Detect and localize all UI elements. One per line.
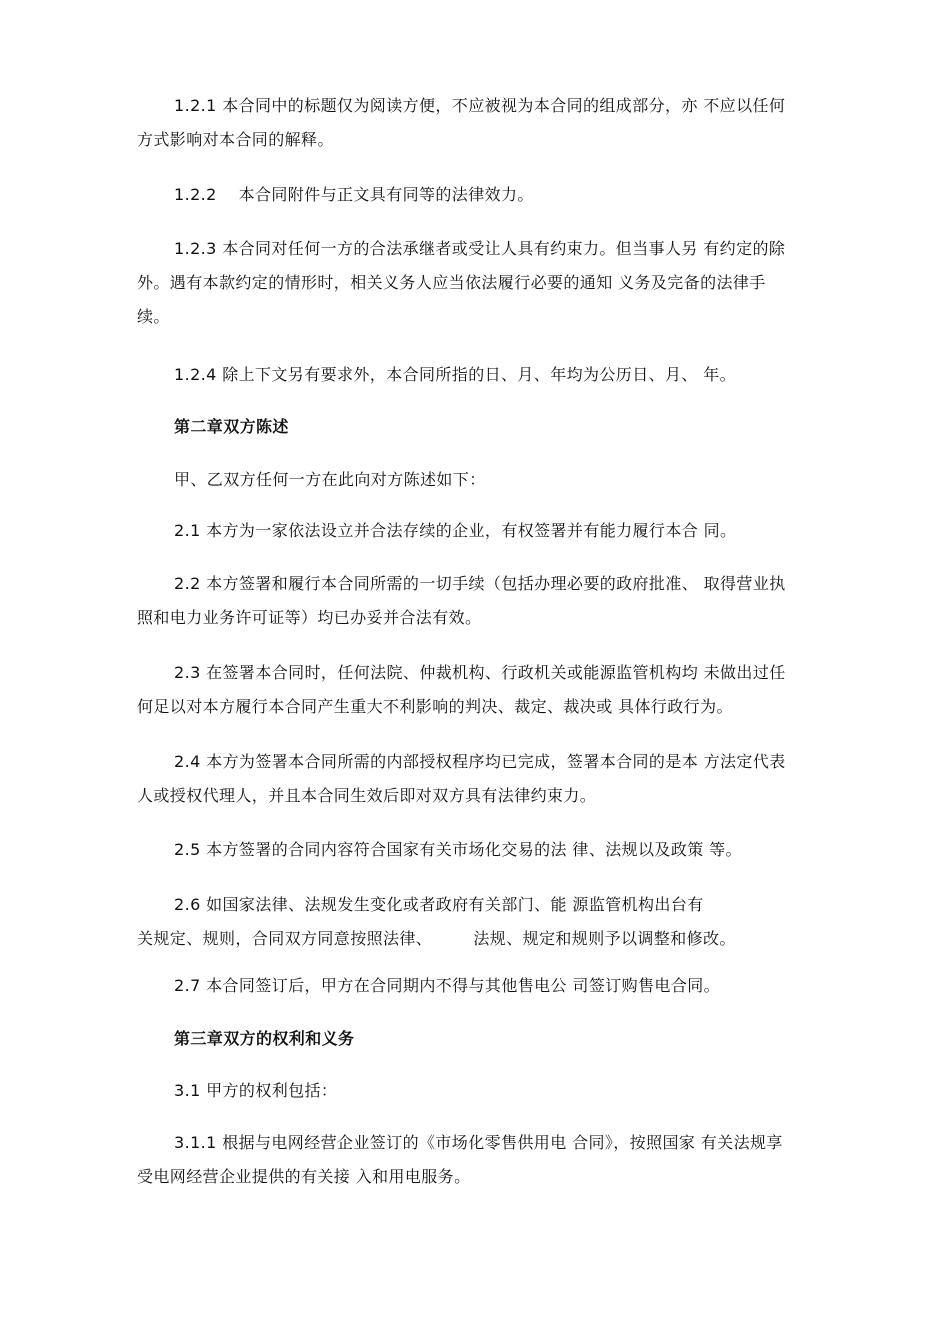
clause-1-2-4: [137, 358, 822, 392]
clause-2-5-line-1: 2.5 本方签署的合同内容符合国家有关市场化交易的法 律、法规以及政策 等。: [174, 840, 742, 859]
clause-1-2-1-line-1: 1.2.1 本合同中的标题仅为阅读方便，不应被视为本合同的组成部分，亦 不应以任何: [174, 96, 786, 115]
clause-2-7-line-1: 2.7 本合同签订后，甲方在合同期内不得与其他售电公 司签订购售电合同。: [174, 976, 721, 995]
chapter-2-title: 第二章双方陈述: [174, 417, 289, 436]
clause-1-2-4-line-1: 1.2.4 除上下文另有要求外，本合同所指的日、月、年均为公历日、月、 年。: [174, 365, 737, 384]
chapter-2-intro: [137, 463, 822, 497]
chapter-3-title: 第三章双方的权利和义务: [174, 1029, 355, 1048]
clause-2-3: [137, 656, 822, 724]
clause-2-5: [137, 833, 822, 867]
clause-2-3-line-2: 何足以对本方履行本合同产生重大不利影响的判决、裁定、裁决或 具体行政行为。: [137, 697, 733, 716]
clause-1-2-3-line-1: 1.2.3 本合同对任何一方的合法承继者或受让人具有约束力。但当事人另 有约定的除: [174, 239, 786, 258]
clause-2-4: [137, 745, 822, 813]
clause-2-1-line-1: 2.1 本方为一家依法设立并合法存续的企业，有权签署并有能力履行本合 同。: [174, 521, 737, 540]
clause-2-6-line-1: 2.6 如国家法律、法规发生变化或者政府有关部门、能 源监管机构出台有: [174, 895, 704, 914]
clause-3-1-1: [137, 1126, 822, 1194]
clause-1-2-1: [137, 89, 822, 157]
clause-2-2-line-2: 照和电力业务许可证等）均已办妥并合法有效。: [137, 608, 482, 627]
clause-2-2: [137, 567, 822, 635]
clause-2-7: [137, 969, 822, 1003]
clause-3-1: [137, 1074, 822, 1108]
clause-1-2-2-line-1: 1.2.2 本合同附件与正文具有同等的法律效力。: [174, 185, 534, 204]
clause-2-4-line-2: 人或授权代理人，并且本合同生效后即对双方具有法律约束力。: [137, 786, 597, 805]
clause-2-6: [137, 888, 822, 956]
clause-3-1-1-line-1: 3.1.1 根据与电网经营企业签订的《市场化零售供用电 合同》，按照国家 有关法规享: [174, 1133, 783, 1152]
clause-3-1-line-1: 3.1 甲方的权利包括：: [174, 1081, 338, 1100]
clause-1-2-2: [137, 178, 822, 212]
clause-2-4-line-1: 2.4 本方为签署本合同所需的内部授权程序均已完成，签署本合同的是本 方法定代表: [174, 752, 786, 771]
chapter-2-intro-line-1: 甲、乙双方任何一方在此向对方陈述如下：: [174, 470, 486, 489]
clause-2-3-line-1: 2.3 在签署本合同时，任何法院、仲裁机构、行政机关或能源监管机构均 未做出过任: [174, 663, 786, 682]
clause-1-2-3-line-3: 续。: [137, 307, 170, 326]
clause-1-2-3: [137, 232, 822, 334]
clause-3-1-1-line-2: 受电网经营企业提供的有关接 入和用电服务。: [137, 1167, 471, 1186]
clause-2-2-line-1: 2.2 本方签署和履行本合同所需的一切手续（包括办理必要的政府批准、 取得营业执: [174, 574, 786, 593]
clause-2-1: [137, 514, 822, 548]
clause-1-2-1-line-2: 方式影响对本合同的解释。: [137, 130, 334, 149]
clause-2-6-line-2: 关规定、规则，合同双方同意按照法律、 法规、规定和规则予以调整和修改。: [137, 929, 736, 948]
clause-1-2-3-line-2: 外。遇有本款约定的情形时，相关义务人应当依法履行必要的通知 义务及完备的法律手: [137, 273, 766, 292]
